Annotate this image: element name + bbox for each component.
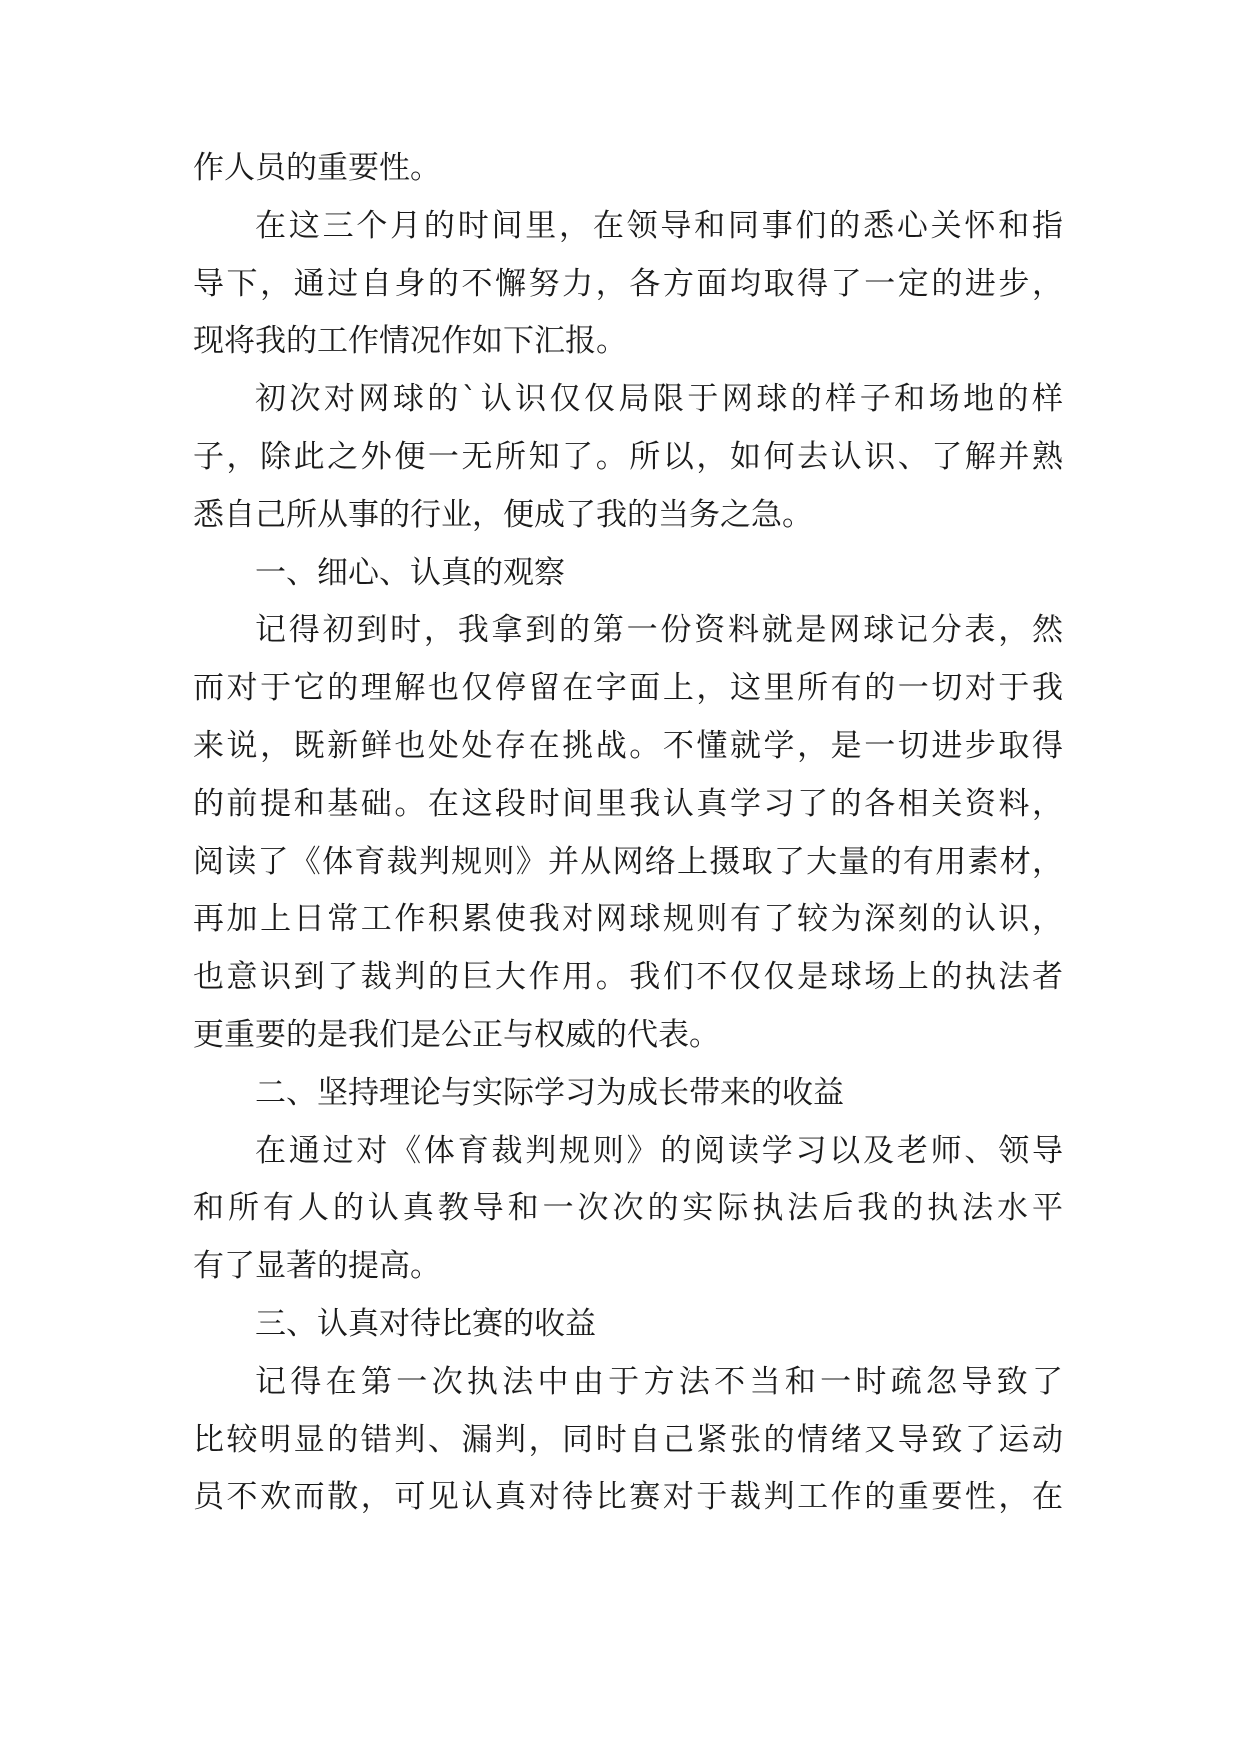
paragraph-line: 来说，既新鲜也处处存在挑战。不懂就学，是一切进步取得	[193, 728, 1063, 764]
paragraph-line: 也意识到了裁判的巨大作用。我们不仅仅是球场上的执法者	[193, 959, 1063, 995]
paragraph-line: 而对于它的理解也仅停留在字面上，这里所有的一切对于我	[193, 670, 1063, 706]
paragraph-line: 再加上日常工作积累使我对网球规则有了较为深刻的认识，	[193, 901, 1063, 937]
paragraph-line: 的前提和基础。在这段时间里我认真学习了的各相关资料，	[193, 786, 1063, 822]
paragraph-line: 阅读了《体育裁判规则》并从网络上摄取了大量的有用素材，	[193, 844, 1063, 880]
paragraph-line: 子，除此之外便一无所知了。所以，如何去认识、了解并熟	[193, 439, 1063, 475]
paragraph-line: 作人员的重要性。	[193, 150, 441, 186]
paragraph-first-line: 记得在第一次执法中由于方法不当和一时疏忽导致了	[255, 1364, 1063, 1400]
paragraph-line: 比较明显的错判、漏判，同时自己紧张的情绪又导致了运动	[193, 1422, 1063, 1458]
paragraph-first-line: 初次对网球的`认识仅仅局限于网球的样子和场地的样	[255, 381, 1063, 417]
paragraph-line: 悉自己所从事的行业，便成了我的当务之急。	[193, 497, 813, 533]
paragraph-first-line: 二、坚持理论与实际学习为成长带来的收益	[255, 1075, 844, 1111]
paragraph-line: 员不欢而散，可见认真对待比赛对于裁判工作的重要性，在	[193, 1479, 1063, 1515]
paragraph-first-line: 三、认真对待比赛的收益	[255, 1306, 596, 1342]
paragraph-line: 和所有人的认真教导和一次次的实际执法后我的执法水平	[193, 1190, 1063, 1226]
paragraph-line: 导下，通过自身的不懈努力，各方面均取得了一定的进步，	[193, 266, 1063, 302]
paragraph-line: 现将我的工作情况作如下汇报。	[193, 323, 627, 359]
paragraph-line: 更重要的是我们是公正与权威的代表。	[193, 1017, 720, 1053]
paragraph-first-line: 一、细心、认真的观察	[255, 555, 565, 591]
paragraph-first-line: 在这三个月的时间里，在领导和同事们的悉心关怀和指	[255, 208, 1063, 244]
paragraph-first-line: 记得初到时，我拿到的第一份资料就是网球记分表，然	[255, 612, 1063, 648]
paragraph-line: 有了显著的提高。	[193, 1248, 441, 1284]
paragraph-first-line: 在通过对《体育裁判规则》的阅读学习以及老师、领导	[255, 1133, 1063, 1169]
